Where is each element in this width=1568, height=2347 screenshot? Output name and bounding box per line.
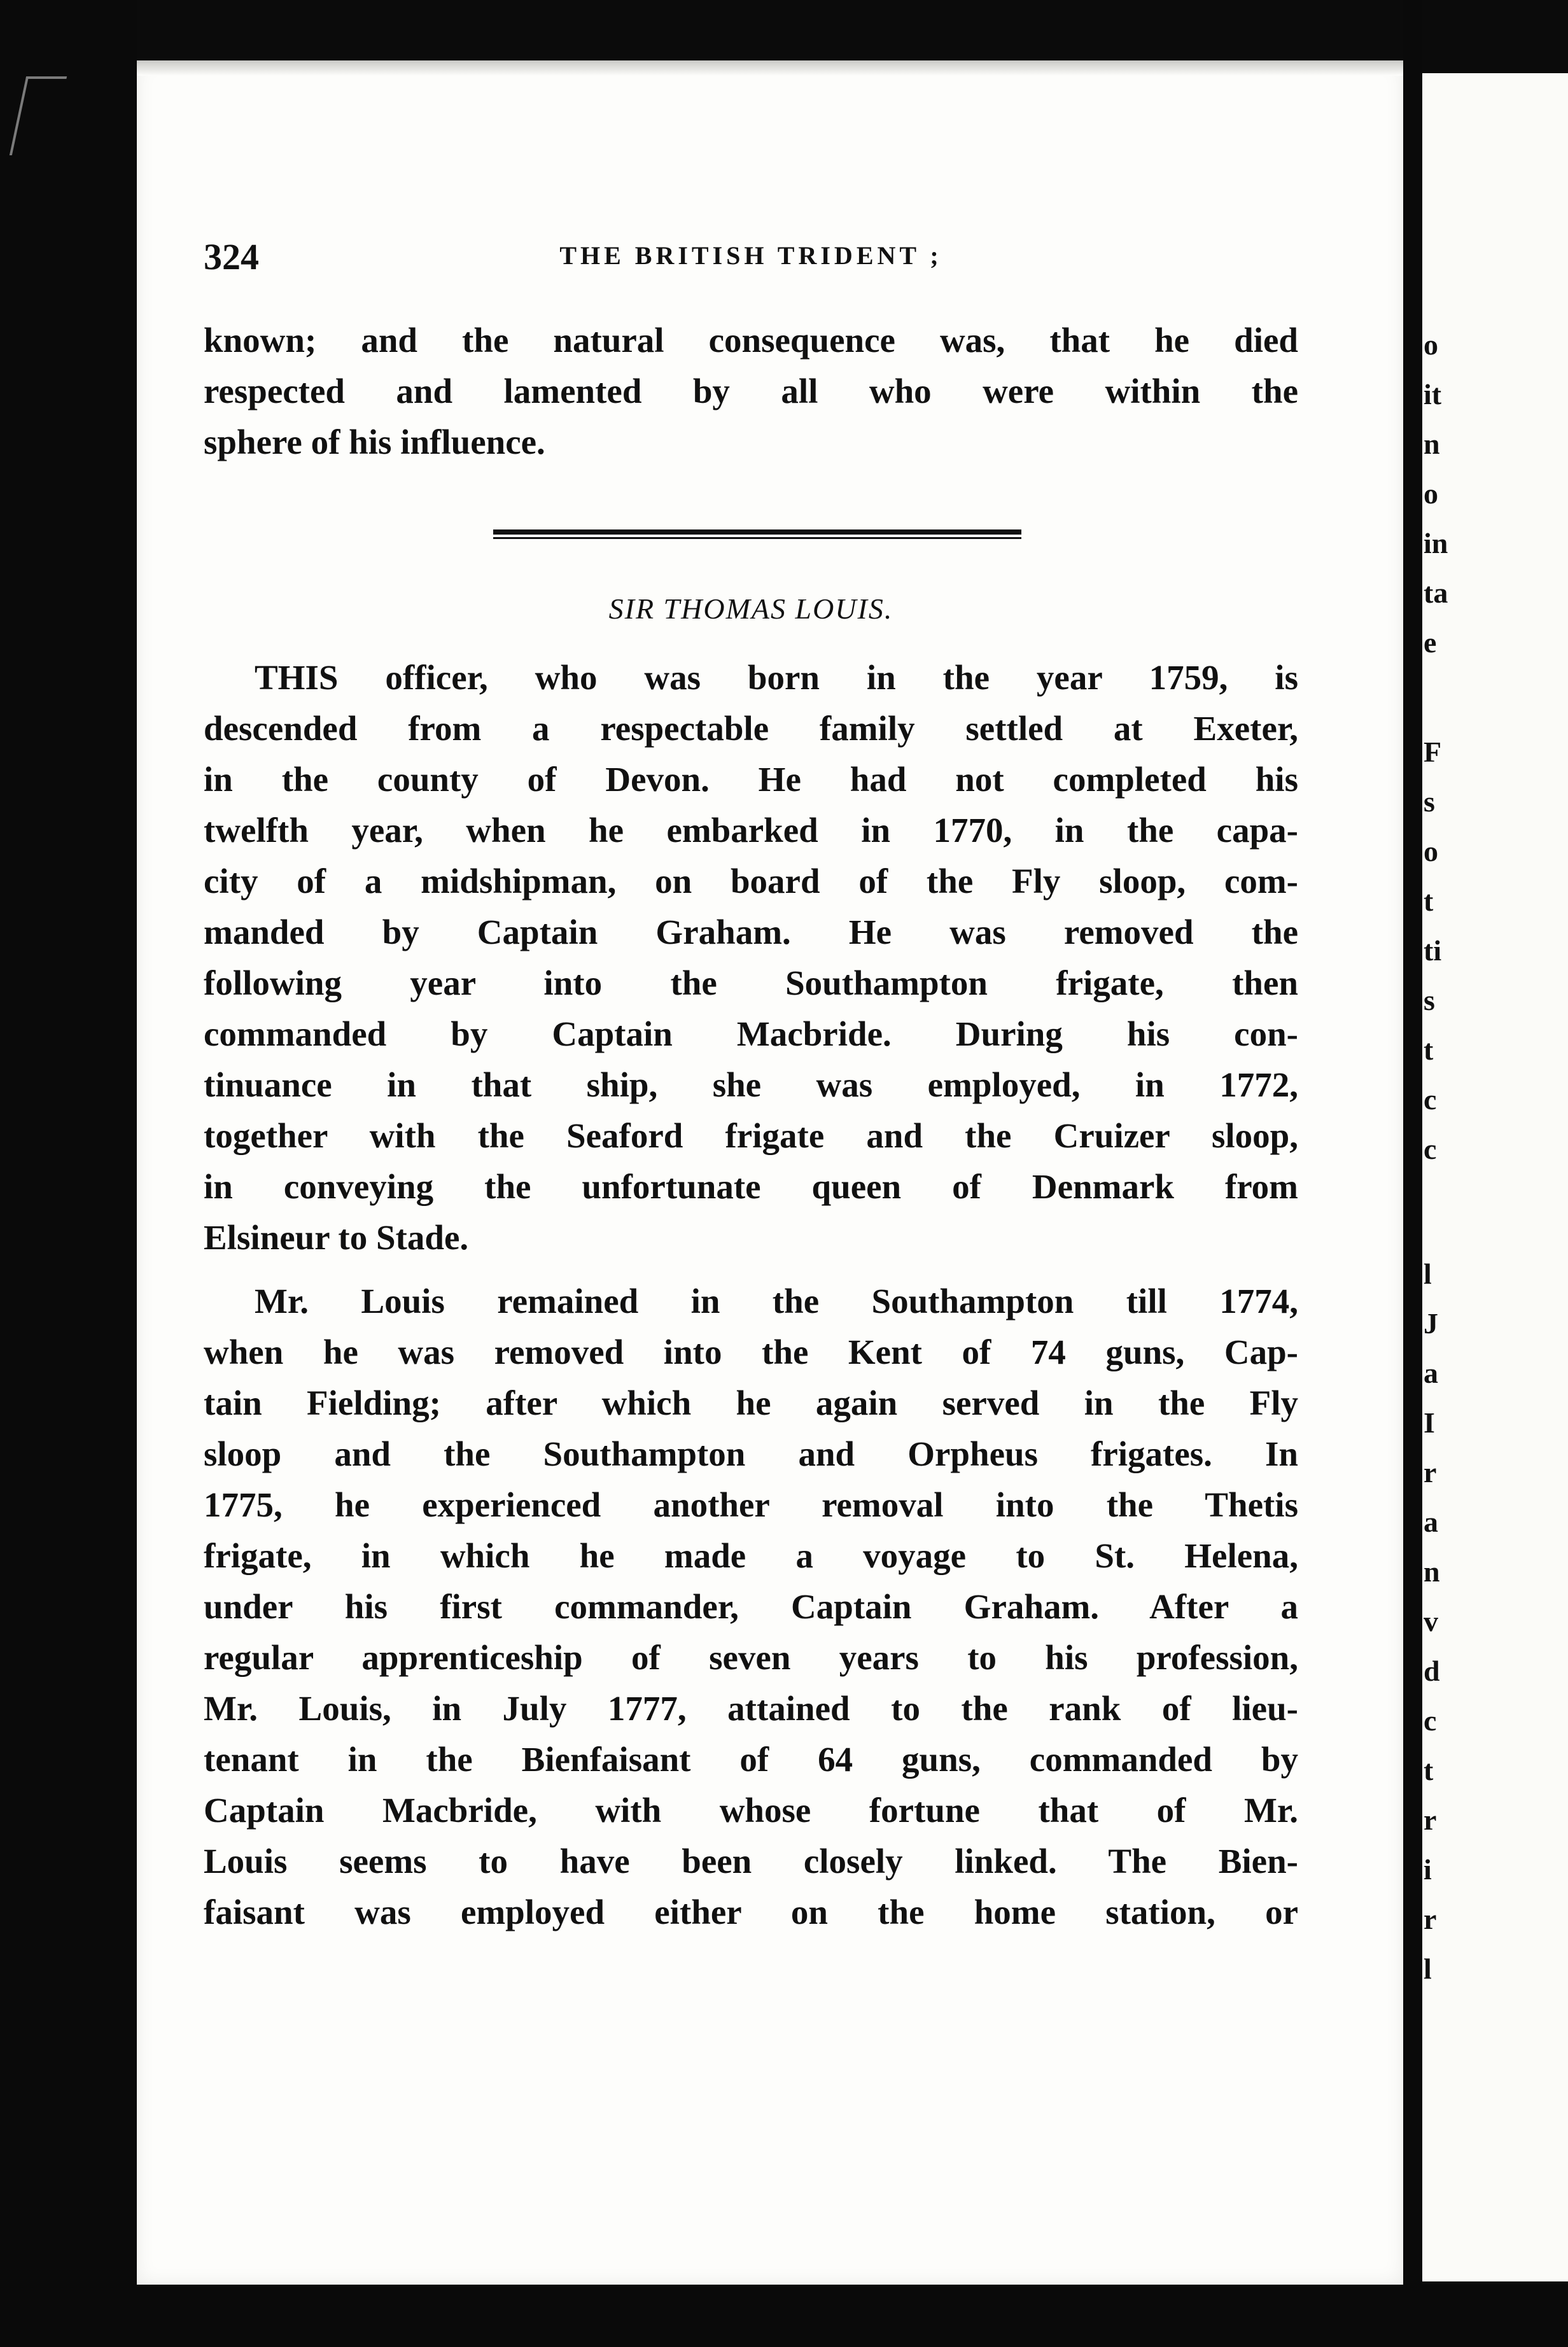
running-head: THE BRITISH TRIDENT ;	[559, 241, 942, 270]
scan-bottom-border	[137, 2285, 1568, 2347]
text-line: Elsineur to Stade.	[204, 1218, 469, 1257]
facing-page-letter: J	[1424, 1307, 1438, 1340]
facing-page-letter: in	[1424, 527, 1448, 559]
facing-page-letter: o	[1424, 835, 1438, 867]
facing-page-letter: d	[1424, 1655, 1440, 1687]
facing-page-letter: a	[1424, 1506, 1438, 1538]
facing-page-letter: r	[1424, 1903, 1437, 1935]
facing-page-letter: o	[1424, 477, 1438, 510]
text-line: commanded by Captain Macbride. During his con-	[204, 1014, 1298, 1053]
facing-page-letter: t	[1424, 885, 1434, 917]
section-divider-rule	[493, 529, 1021, 540]
facing-page-letter: v	[1424, 1605, 1438, 1637]
text-line: 1775, he experienced another removal into the Thetis	[204, 1485, 1298, 1524]
section-title: SIR THOMAS LOUIS.	[608, 592, 893, 625]
text-line: in the county of Devon. He had not completed his	[204, 760, 1298, 799]
facing-page-letter: ta	[1424, 577, 1448, 609]
text-line: frigate, in which he made a voyage to St. Helena,	[204, 1536, 1298, 1575]
text-line: under his first commander, Captain Graham. After a	[204, 1587, 1298, 1626]
facing-page-letter: F	[1424, 736, 1442, 768]
facing-page-letter: ti	[1424, 934, 1442, 967]
facing-page-letter: c	[1424, 1133, 1437, 1165]
facing-page-letter: r	[1424, 1804, 1437, 1836]
facing-page-letter: l	[1424, 1952, 1432, 1985]
text-line: regular apprenticeship of seven years to his profession,	[204, 1638, 1298, 1677]
text-line: Mr. Louis, in July 1777, attained to the rank of lieu-	[204, 1689, 1298, 1728]
facing-page-letter: r	[1424, 1456, 1437, 1489]
text-line: in conveying the unfortunate queen of Denmark from	[204, 1167, 1298, 1206]
facing-page-letter: c	[1424, 1083, 1437, 1116]
text-line: sloop and the Southampton and Orpheus frigates. In	[204, 1434, 1298, 1473]
intro-paragraph	[204, 315, 1298, 468]
facing-page-letter: e	[1424, 626, 1437, 659]
page-header	[204, 235, 1298, 280]
facing-page-letter: o	[1424, 328, 1438, 361]
paragraph-2	[204, 1276, 1298, 1938]
text-line: twelfth year, when he embarked in 1770, in the capa-	[204, 811, 1298, 850]
text-line: tinuance in that ship, she was employed, in 1772,	[204, 1065, 1298, 1104]
book-spine-left	[0, 0, 137, 2347]
spine-mark	[10, 76, 67, 155]
page-top-shadow	[137, 60, 1403, 76]
text-line: Mr. Louis remained in the Southampton till 1774,	[255, 1282, 1298, 1321]
text-line: known; and the natural consequence was, that he died	[204, 321, 1298, 360]
text-line: tenant in the Bienfaisant of 64 guns, commanded by	[204, 1740, 1298, 1779]
text-line: faisant was employed either on the home station, or	[204, 1893, 1298, 1931]
facing-page-letter: i	[1424, 1853, 1432, 1886]
book-gutter	[1403, 0, 1422, 2347]
facing-page-letter: c	[1424, 1704, 1437, 1737]
facing-page-letter: n	[1424, 1555, 1440, 1588]
text-line: tain Fielding; after which he again served in the Fly	[204, 1384, 1298, 1422]
facing-page-letter: t	[1424, 1754, 1434, 1786]
text-line: city of a midshipman, on board of the Fly sloop, com-	[204, 862, 1298, 900]
facing-page-letter: a	[1424, 1357, 1438, 1389]
facing-page-letter: t	[1424, 1033, 1434, 1066]
text-line: respected and lamented by all who were within the	[204, 372, 1298, 410]
facing-page-letter: I	[1424, 1406, 1435, 1439]
text-line: Louis seems to have been closely linked. The Bien-	[204, 1842, 1298, 1881]
text-line: descended from a respectable family settled at Exeter,	[204, 709, 1298, 748]
text-line: sphere of his influence.	[204, 423, 545, 461]
facing-page-letter: s	[1424, 785, 1435, 818]
paragraph-1	[204, 652, 1298, 1263]
text-line: when he was removed into the Kent of 74 guns, Cap-	[204, 1333, 1298, 1371]
text-line: following year into the Southampton frigate, then	[204, 963, 1298, 1002]
text-line: together with the Seaford frigate and the Cruizer sloop,	[204, 1116, 1298, 1155]
facing-page-letter: it	[1424, 378, 1442, 410]
text-line: THIS officer, who was born in the year 1759, is	[255, 658, 1298, 697]
facing-page-letter: n	[1424, 428, 1440, 460]
text-line: manded by Captain Graham. He was removed the	[204, 913, 1298, 951]
facing-page-fragment	[1422, 73, 1568, 2281]
facing-page-letter: s	[1424, 984, 1435, 1016]
page-number: 324	[204, 236, 259, 277]
facing-page-letter: l	[1424, 1258, 1432, 1290]
text-line: Captain Macbride, with whose fortune that of Mr.	[204, 1791, 1298, 1830]
